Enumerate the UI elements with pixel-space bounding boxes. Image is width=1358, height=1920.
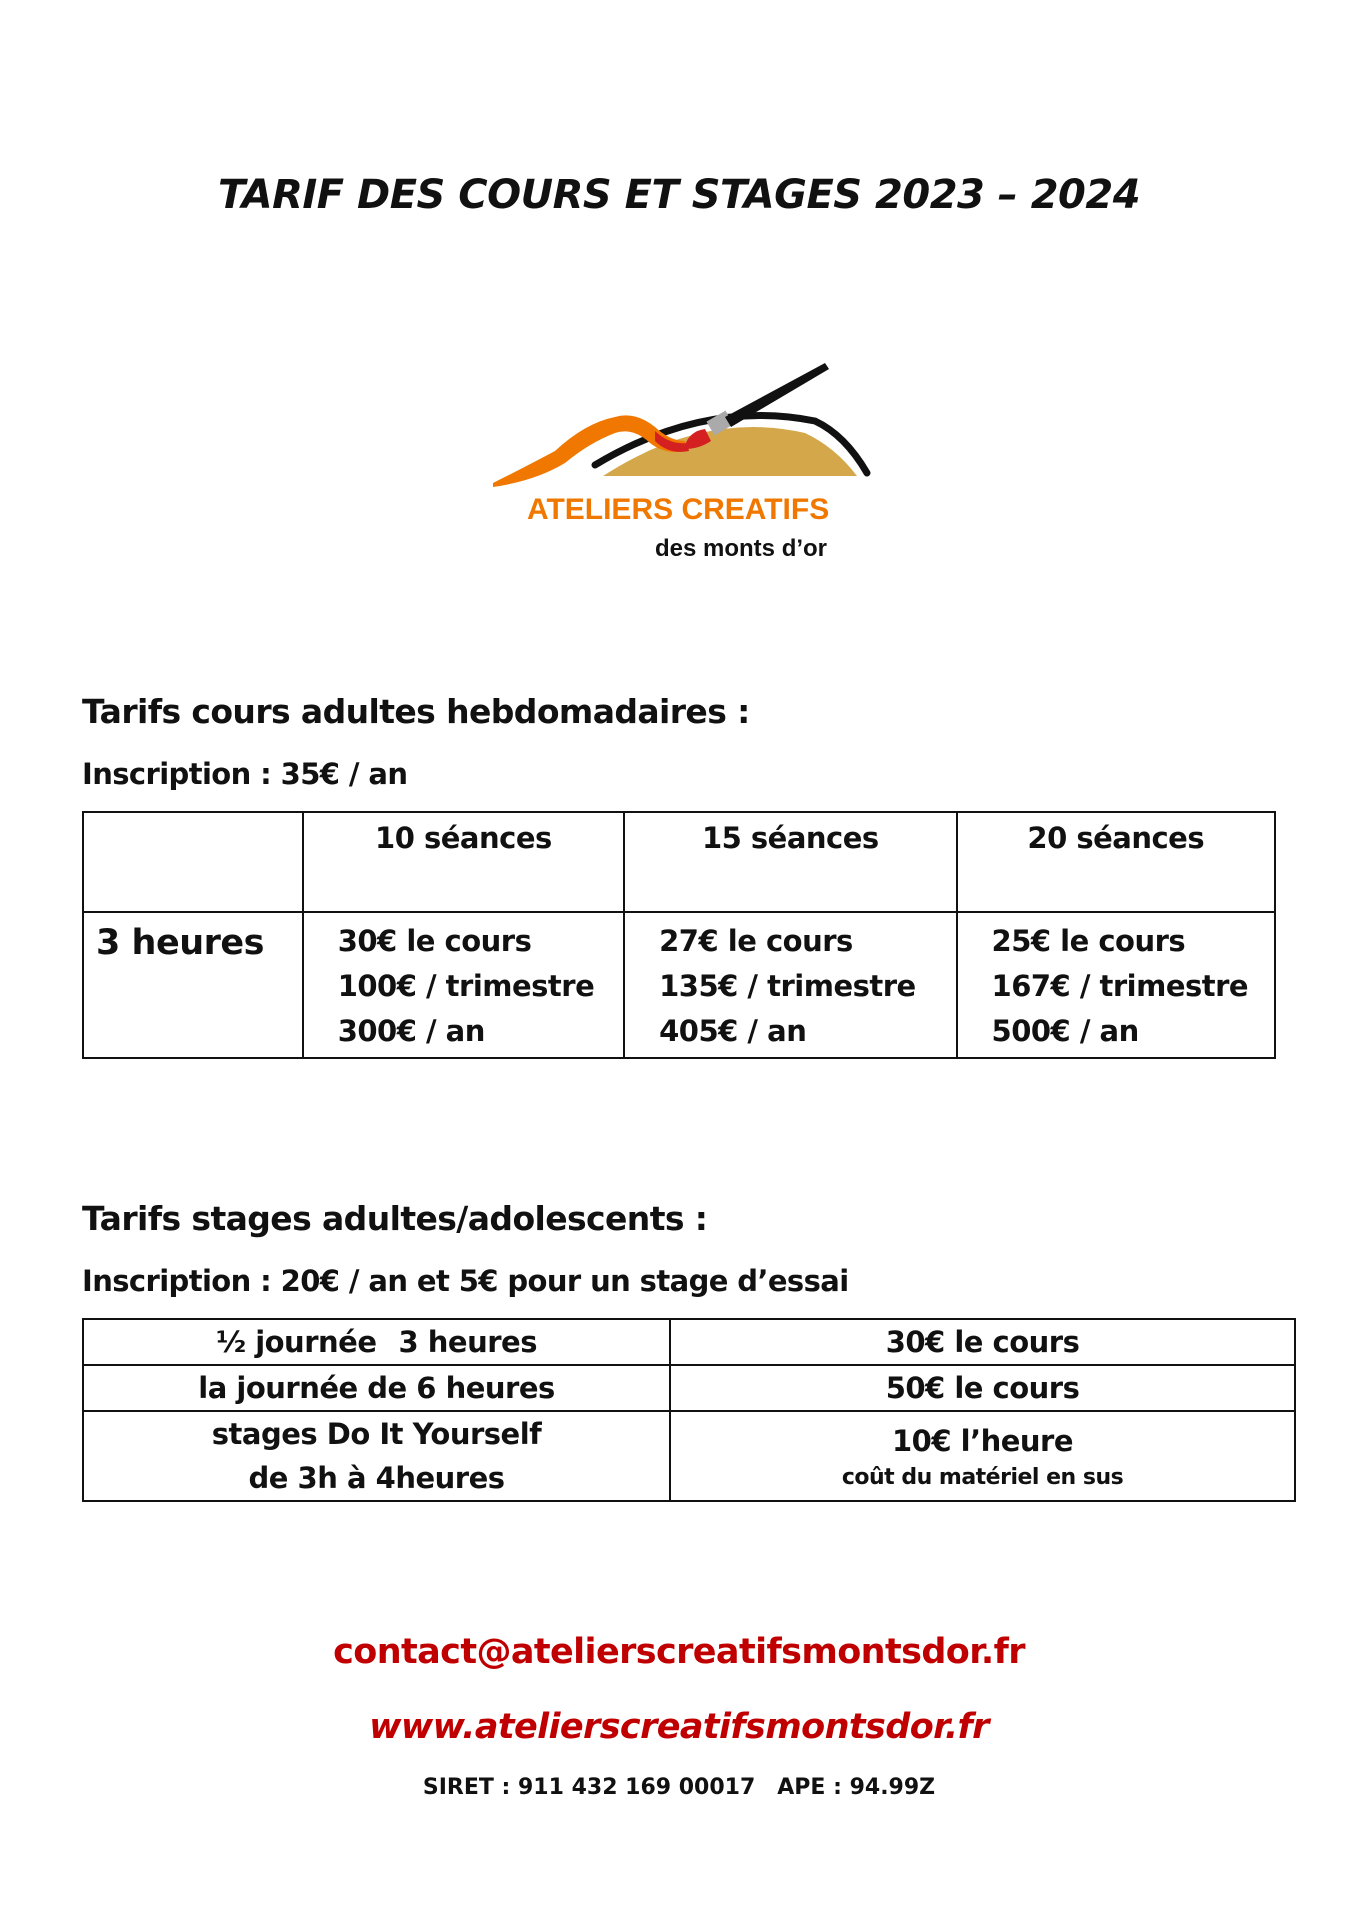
price-per-term: 100€ / trimestre — [337, 969, 595, 1003]
table-row — [83, 1411, 1295, 1501]
price-full-day: 50€ le cours — [670, 1365, 1295, 1411]
document-title: TARIF DES COURS ET STAGES 2023 – 2024 — [217, 172, 1141, 218]
row-label-3-heures: 3 heures — [83, 912, 303, 1058]
duration-full-day: la journée de 6 heures — [83, 1365, 670, 1411]
section2-inscription: Inscription : 20€ / an et 5€ pour un stage d’essai — [82, 1264, 849, 1298]
half-day-hours: 3 heures — [398, 1325, 537, 1359]
ateliers-creatifs-logo — [485, 355, 910, 565]
price-per-term: 167€ / trimestre — [991, 969, 1249, 1003]
table-row — [83, 1319, 1295, 1365]
price-cell-10 — [303, 912, 624, 1058]
price-per-course: 27€ le cours — [659, 924, 853, 958]
legal-info — [0, 1775, 1358, 1800]
price-per-year: 500€ / an — [991, 1014, 1139, 1048]
diy-label: stages Do It Yourself — [211, 1417, 542, 1451]
diy-price: 10€ l’heure — [892, 1424, 1074, 1458]
diy-hours: de 3h à 4heures — [248, 1461, 505, 1495]
section1-heading: Tarifs cours adultes hebdomadaires : — [82, 692, 750, 731]
table-header-row — [83, 812, 1275, 912]
contact-email-link[interactable]: contact@atelierscreatifsmontsdor.fr — [333, 1632, 1025, 1672]
logo-subtitle: des monts d’or — [655, 535, 828, 562]
table-row — [83, 912, 1275, 1058]
price-per-term: 135€ / trimestre — [659, 969, 916, 1003]
duration-half-day — [83, 1319, 670, 1365]
workshops-table — [82, 1318, 1296, 1502]
section1-inscription: Inscription : 35€ / an — [82, 757, 408, 791]
price-cell-20 — [957, 912, 1275, 1058]
siret-number: SIRET : 911 432 169 00017 — [422, 1775, 756, 1800]
price-per-year: 300€ / an — [337, 1014, 485, 1048]
empty-header-cell — [83, 812, 303, 912]
price-diy — [670, 1411, 1295, 1501]
price-per-course: 30€ le cours — [337, 924, 532, 958]
price-per-year: 405€ / an — [659, 1014, 807, 1048]
price-per-course: 25€ le cours — [991, 924, 1186, 958]
price-half-day: 30€ le cours — [670, 1319, 1295, 1365]
paintbrush-hill-icon — [485, 355, 910, 495]
website-link[interactable]: www.atelierscreatifsmontsdor.fr — [369, 1707, 989, 1747]
price-cell-15 — [624, 912, 956, 1058]
logo-name: ATELIERS CREATIFS — [527, 493, 830, 526]
material-cost-note: coût du matériel en sus — [841, 1465, 1124, 1490]
ape-code: APE : 94.99Z — [777, 1775, 936, 1800]
table-row — [83, 1365, 1295, 1411]
section2-heading: Tarifs stages adultes/adolescents : — [82, 1199, 708, 1238]
duration-diy — [83, 1411, 670, 1501]
header-10-seances: 10 séances — [303, 812, 624, 912]
weekly-courses-table — [82, 811, 1276, 1059]
header-15-seances: 15 séances — [624, 812, 956, 912]
header-20-seances: 20 séances — [957, 812, 1275, 912]
half-day-label: ½ journée — [216, 1325, 377, 1359]
